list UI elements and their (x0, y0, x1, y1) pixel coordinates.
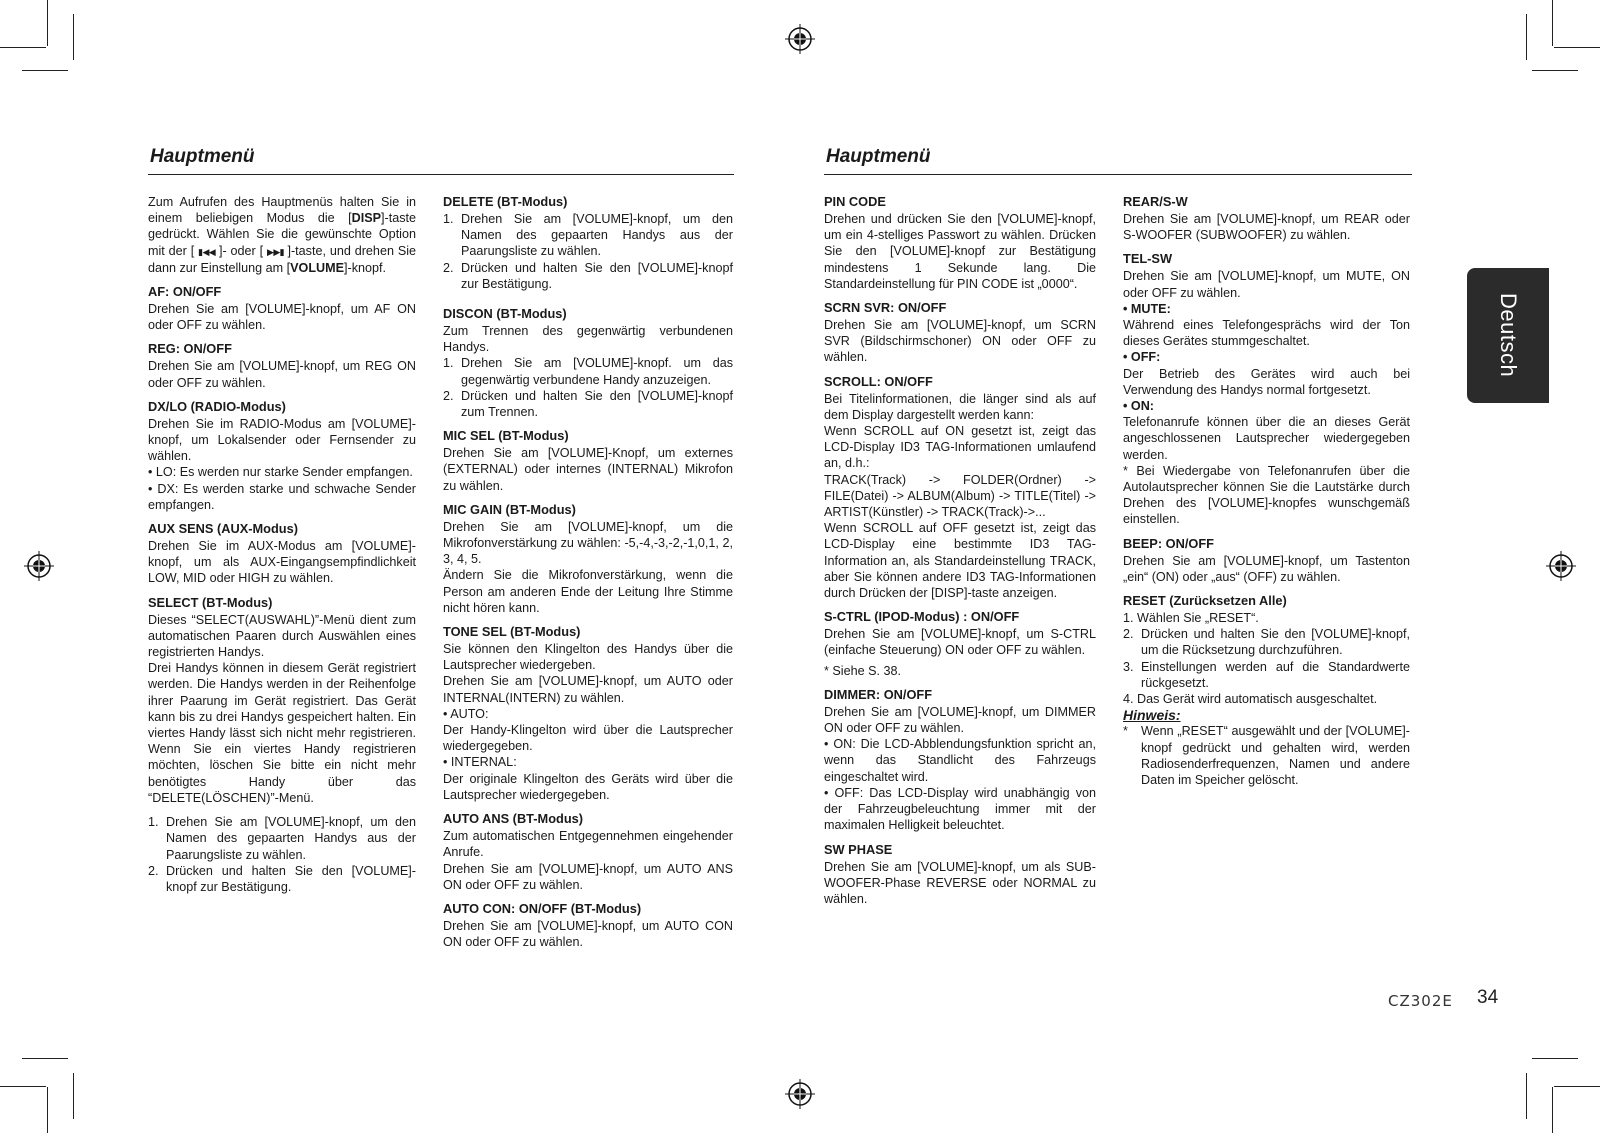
section-text: Drehen Sie am [VOLUME]-knopf, um S-CTRL (einfache Steuerung) ON oder OFF zu wählen. (824, 627, 1096, 658)
note-title: Hinweis: (1123, 707, 1181, 724)
section-title: DELETE (BT-Modus) (443, 194, 568, 209)
section-text: Drehen und drücken Sie den [VOLUME]-knopf, um ein 4-stelliges Passwort zu wählen. Drücken Sie den [VOLUME]-knopf zur Bestätigung mindestens 1 Sekunde lang. Die Standardeinstellung für PIN CODE ist „0000“. (824, 212, 1096, 291)
list-item: 2. Drücken und halten Sie den [VOLUME]-knopf zur Bestätigung. (148, 863, 416, 894)
section-text: Drehen Sie am [VOLUME]-knopf, um REG ON oder OFF zu wählen. (148, 359, 416, 390)
crop-mark (0, 47, 46, 48)
section-text: Ändern Sie die Mikrofonverstärkung, wenn die Person am anderen Ende der Leitung Ihre Stimme nicht hören kann. (443, 568, 733, 615)
model-name: CZ302E (1388, 992, 1453, 1010)
section-title: AF: ON/OFF (148, 284, 222, 300)
bullet-text: • AUTO: (443, 706, 489, 721)
section-text: Bei Titelinformationen, die länger sind als auf dem Display dargestellt werden kann: (824, 391, 1096, 422)
section-text: Der Handy-Klingelton wird über die Lautsprecher wiedergegeben. (443, 723, 733, 754)
bullet-text: • DX: Es werden starke und schwache Sender empfangen. (148, 481, 416, 512)
section-text: TRACK(Track) -> FOLDER(Ordner) -> FILE(Datei) -> ALBUM(Album) -> TITLE(Titel) -> ARTIST(Künstler) -> TRACK(Track)->... (824, 472, 1096, 520)
bullet-text: • ON: (1123, 399, 1154, 414)
section-title: TONE SEL (BT-Modus) (443, 624, 581, 640)
section-text: * Bei Wiedergabe von Telefonanrufen über die Autolautsprecher können Sie die Lautstärke durch Drehen des [VOLUME]-knopfes wunschgemäß einstellen. (1123, 463, 1410, 527)
column-1 (148, 194, 416, 895)
section-text: Drehen Sie am [VOLUME]-knopf, um Tastenton „ein“ (ON) oder „aus“ (OFF) zu wählen. (1123, 553, 1410, 584)
section-text: Drehen Sie am [VOLUME]-knopf, um AUTO CON ON oder OFF zu wählen. (443, 918, 733, 950)
section-text: Dieses “SELECT(AUSWAHL)”-Menü dient zum automatischen Paaren durch Auswählen eines registrierten Handys. (148, 612, 416, 660)
intro-text: Zum Aufrufen des Hauptmenüs halten Sie in einem beliebigen Modus die [DISP]-taste gedrückt. Wählen Sie die gewünschte Option mit der [ ▮◀◀ ]- oder [ ▶▶▮ ]-taste, und drehen Sie dann zur Einstellung am [VOLUME]-knopf. (148, 195, 417, 275)
crop-mark (1526, 1073, 1527, 1119)
registration-mark (785, 1079, 815, 1109)
section-text: Drehen Sie am [VOLUME]-knopf, um AUTO oder INTERNAL(INTERN) zu wählen. (443, 674, 733, 705)
section-text: Zum Trennen des gegenwärtig verbundenen Handys. (443, 324, 733, 355)
bullet-text: • OFF: Das LCD-Display wird unabhängig von der Fahrzeugbeleuchtung immer mit der maximalen Helligkeit beleuchtet. (824, 785, 1096, 833)
list-item: 1. Drehen Sie am [VOLUME]-knopf, um den Namen des gepaarten Handys aus der Paarungsliste zu wählen. (148, 815, 416, 862)
section-title: SW PHASE (824, 841, 893, 857)
bullet-text: • ON: Die LCD-Abblendungsfunktion spricht an, wenn das Standlicht des Fahrzeugs eingeschaltet wird. (824, 737, 1096, 784)
section-text: Drehen Sie am [VOLUME]-knopf, um MUTE, ON oder OFF zu wählen. (1123, 269, 1410, 300)
crop-mark (73, 14, 74, 60)
list-item: 2. Drücken und halten Sie den [VOLUME]-knopf zur Bestätigung. (443, 260, 733, 291)
right-page-title: Hauptmenü (824, 146, 1412, 175)
section-title: SELECT (BT-Modus) (148, 594, 273, 610)
column-2 (443, 194, 733, 950)
section-title: AUTO CON: ON/OFF (BT-Modus) (443, 900, 642, 916)
crop-mark (1532, 70, 1578, 71)
bullet-text: • MUTE: (1123, 301, 1171, 316)
column-4 (1123, 194, 1410, 788)
left-page-title: Hauptmenü (148, 146, 734, 175)
section-title: SCROLL: ON/OFF (824, 373, 933, 389)
crop-mark (1554, 47, 1600, 48)
language-tab-label: Deutsch (1496, 293, 1521, 378)
section-title: REG: ON/OFF (148, 341, 232, 357)
section-text: Drehen Sie am [VOLUME]-knopf, um als SUB-WOOFER-Phase REVERSE oder NORMAL zu wählen. (824, 859, 1096, 906)
registration-mark (785, 24, 815, 54)
section-text: Drehen Sie im AUX-Modus am [VOLUME]-knopf, um als AUX-Eingangsempfindlichkeit LOW, MID oder HIGH zu wählen. (148, 539, 416, 586)
list-item: 1. Wählen Sie „RESET“. (1123, 611, 1259, 626)
section-title: S-CTRL (IPOD-Modus) : ON/OFF (824, 609, 1020, 625)
section-text: Drehen Sie am [VOLUME]-knopf, um DIMMER ON oder OFF zu wählen. (824, 704, 1096, 736)
section-text: Drehen Sie am [VOLUME]-knopf, um die Mikrofonverstärkung zu wählen: -5,-4,-3,-2,-1,0,1, 2, 3, 4, 5. (443, 519, 733, 567)
section-title: PIN CODE (824, 194, 886, 209)
section-title: DISCON (BT-Modus) (443, 306, 567, 322)
crop-mark (1552, 0, 1553, 46)
section-title: BEEP: ON/OFF (1123, 535, 1215, 551)
list-item: 2. Drücken und halten Sie den [VOLUME]-knopf, um die Rücksetzung durchzuführen. (1123, 627, 1410, 658)
section-title: AUX SENS (AUX-Modus) (148, 521, 299, 537)
section-text: Sie können den Klingelton des Handys über die Lautsprecher wiedergeben. (443, 642, 733, 673)
section-text: Der originale Klingelton des Geräts wird über die Lautsprecher wiedergegeben. (443, 771, 733, 802)
note-text: * Wenn „RESET“ ausgewählt und der [VOLUME]-knopf gedrückt und gehalten wird, werden Radiosenderfrequenzen, Namen und andere Daten im Speicher gelöscht. (1123, 724, 1410, 788)
crop-mark (22, 1058, 68, 1059)
list-item: 1. Drehen Sie am [VOLUME]-knopf. um das gegenwärtig verbundene Handy anzuzeigen. (443, 356, 733, 387)
bullet-text: • OFF: (1123, 350, 1161, 365)
crop-mark (0, 1086, 46, 1087)
section-text: Drehen Sie am [VOLUME]-knopf, um REAR oder S-WOOFER (SUBWOOFER) zu wählen. (1123, 212, 1410, 243)
section-text: Während eines Telefongesprächs wird der Ton dieses Gerätes stummgeschaltet. (1123, 318, 1410, 349)
crop-mark (1552, 1087, 1553, 1133)
section-text: Drehen Sie am [VOLUME]-Knopf, um externes (EXTERNAL) oder internes (INTERNAL) Mikrofon zu wählen. (443, 446, 733, 493)
crop-mark (47, 0, 48, 46)
registration-mark (24, 551, 54, 581)
section-title: AUTO ANS (BT-Modus) (443, 811, 584, 827)
section-text: Zum automatischen Entgegennehmen eingehender Anrufe. (443, 829, 733, 860)
section-title: REAR/S-W (1123, 194, 1188, 209)
section-title: DIMMER: ON/OFF (824, 686, 933, 702)
list-item: 2. Drücken und halten Sie den [VOLUME]-knopf zum Trennen. (443, 388, 733, 420)
section-text: Drei Handys können in diesem Gerät registriert werden. Die Handys werden in der Reihenfolge ihrer Paarung im Gerät registriert. Das Gerät kann bis zu drei Handys gespeichert halten. Ein viertes Handy lässt sich nicht mehr registrieren. Wenn Sie ein viertes Handy registrieren möchten, löschen Sie bitte ein nicht mehr benötigtes Handy über das “DELETE(LÖSCHEN)”-Menü. (148, 661, 416, 805)
column-3 (824, 194, 1096, 907)
prev-track-icon: ▮◀◀ (198, 246, 216, 257)
language-tab (1467, 268, 1549, 403)
crop-mark (22, 70, 68, 71)
section-title: MIC GAIN (BT-Modus) (443, 501, 576, 517)
section-text: Wenn SCROLL auf ON gesetzt ist, zeigt das LCD-Display ID3 TAG-Informationen umlaufend an, d.h.: (824, 424, 1096, 471)
list-item: 1. Drehen Sie am [VOLUME]-knopf, um den Namen des gepaarten Handys aus der Paarungsliste zu wählen. (443, 212, 733, 259)
list-item: 4. Das Gerät wird automatisch ausgeschaltet. (1123, 692, 1378, 707)
crop-mark (73, 1073, 74, 1119)
section-text: Drehen Sie am [VOLUME]-knopf, um AF ON oder OFF zu wählen. (148, 302, 416, 333)
crop-mark (47, 1087, 48, 1133)
section-title: TEL-SW (1123, 251, 1173, 267)
footnote: * Siehe S. 38. (824, 663, 902, 678)
page-number: 34 (1477, 987, 1499, 1008)
next-track-icon: ▶▶▮ (267, 246, 284, 257)
section-text: Drehen Sie am [VOLUME]-knopf, um SCRN SVR (Bildschirmschoner) ON oder OFF zu wählen. (824, 318, 1096, 365)
registration-mark (1546, 551, 1576, 581)
crop-mark (1532, 1058, 1578, 1059)
crop-mark (1526, 14, 1527, 60)
bullet-text: • INTERNAL: (443, 755, 517, 770)
bullet-text: • LO: Es werden nur starke Sender empfangen. (148, 465, 413, 480)
section-text: Der Betrieb des Gerätes wird auch bei Verwendung des Handys normal fortgesetzt. (1123, 366, 1410, 397)
section-title: RESET (Zurücksetzen Alle) (1123, 593, 1287, 609)
crop-mark (1554, 1086, 1600, 1087)
section-text: Drehen Sie am [VOLUME]-knopf, um AUTO ANS ON oder OFF zu wählen. (443, 861, 733, 892)
section-title: MIC SEL (BT-Modus) (443, 428, 569, 444)
section-title: SCRN SVR: ON/OFF (824, 300, 947, 316)
section-text: Telefonanrufe können über die an dieses Gerät angeschlossenen Lautsprecher wiedergegeben werden. (1123, 415, 1410, 462)
list-item: 3. Einstellungen werden auf die Standardwerte rückgesetzt. (1123, 659, 1410, 690)
section-text: Wenn SCROLL auf OFF gesetzt ist, zeigt das LCD-Display eine bestimmte ID3 TAG-Information an, als Standardeinstellung TRACK, aber Sie können andere ID3 TAG-Informationen durch Drücken der [DISP]-taste anzeigen. (824, 521, 1096, 601)
section-text: Drehen Sie im RADIO-Modus am [VOLUME]-knopf, um Lokalsender oder Fernsender zu wählen. (148, 416, 416, 464)
section-title: DX/LO (RADIO-Modus) (148, 398, 286, 414)
